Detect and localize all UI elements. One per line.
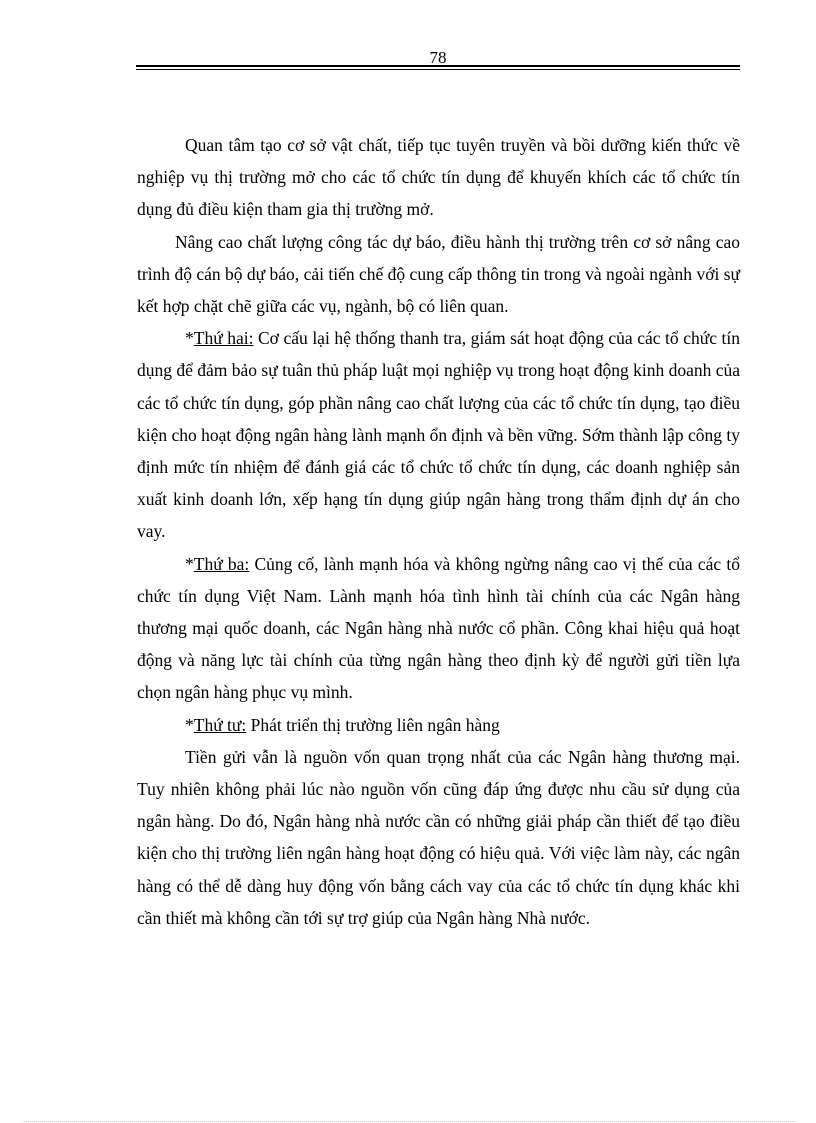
page-number: 78 xyxy=(429,48,447,67)
document-body xyxy=(137,129,740,934)
paragraph-1: Quan tâm tạo cơ sở vật chất, tiếp tục tuyên truyền và bồi dưỡng kiến thức về nghiệp vụ thị trường mở cho các tổ chức tín dụng để khuyến khích các tổ chức tín dụng đủ điều kiện tham gia thị trường mở. xyxy=(137,135,740,220)
section-label-thu-hai: Thứ hai: xyxy=(193,328,254,349)
paragraph-thu-hai: *Thứ hai: Cơ cấu lại hệ thống thanh tra, giám sát hoạt động của các tổ chức tín dụng để đảm bảo sự tuân thủ pháp luật mọi nghiệp vụ trong hoạt động kinh doanh của các tổ chức tín dụng, góp phần nâng cao chất lượng của các tổ chức tín dụng, tạo điều kiện cho hoạt động ngân hàng lành mạnh ổn định và bền vững. Sớm thành lập công ty định mức tín nhiệm để đánh giá các tổ chức tổ chức tín dụng, các doanh nghiệp sản xuất kinh doanh lớn, xếp hạng tín dụng giúp ngân hàng trong thẩm định dự án cho vay. xyxy=(137,328,741,542)
paragraph-2: Nâng cao chất lượng công tác dự báo, điều hành thị trường trên cơ sở nâng cao trình độ cán bộ dự báo, cải tiến chế độ cung cấp thông tin trong và ngoài ngành với sự kết hợp chặt chẽ giữa các vụ, ngành, bộ có liên quan. xyxy=(137,231,740,317)
header-rule-thin xyxy=(136,69,740,70)
section-label-thu-tu: Thứ tư: xyxy=(193,714,247,735)
paragraph-thu-tu: *Thứ tư: Phát triển thị trường liên ngân hàng xyxy=(185,714,500,735)
header-rule xyxy=(136,65,740,67)
paragraph-6: Tiền gửi vẫn là nguồn vốn quan trọng nhất của các Ngân hàng thương mại. Tuy nhiên không phải lúc nào nguồn vốn cũng đáp ứng được nhu cầu sử dụng của ngân hàng. Do đó, Ngân hàng nhà nước cần có những giải pháp cần thiết để tạo điều kiện cho thị trường liên ngân hàng hoạt động có hiệu quả. Với việc làm này, các ngân hàng có thể dễ dàng huy động vốn bằng cách vay của các tổ chức tín dụng khác khi cần thiết mà không cần tới sự trợ giúp của Ngân hàng Nhà nước. xyxy=(137,746,740,928)
page-bottom-dotted-line xyxy=(22,1121,797,1122)
paragraph-thu-ba: *Thứ ba: Củng cố, lành mạnh hóa và không ngừng nâng cao vị thế của các tổ chức tín dụng Việt Nam. Lành mạnh hóa tình hình tài chính của các Ngân hàng thương mại quốc doanh, các Ngân hàng nhà nước cổ phần. Công khai hiệu quả hoạt động và năng lực tài chính của từng ngân hàng theo định kỳ để người gửi tiền lựa chọn ngân hàng phục vụ mình. xyxy=(137,553,740,703)
section-label-thu-ba: Thứ ba: xyxy=(193,553,250,574)
